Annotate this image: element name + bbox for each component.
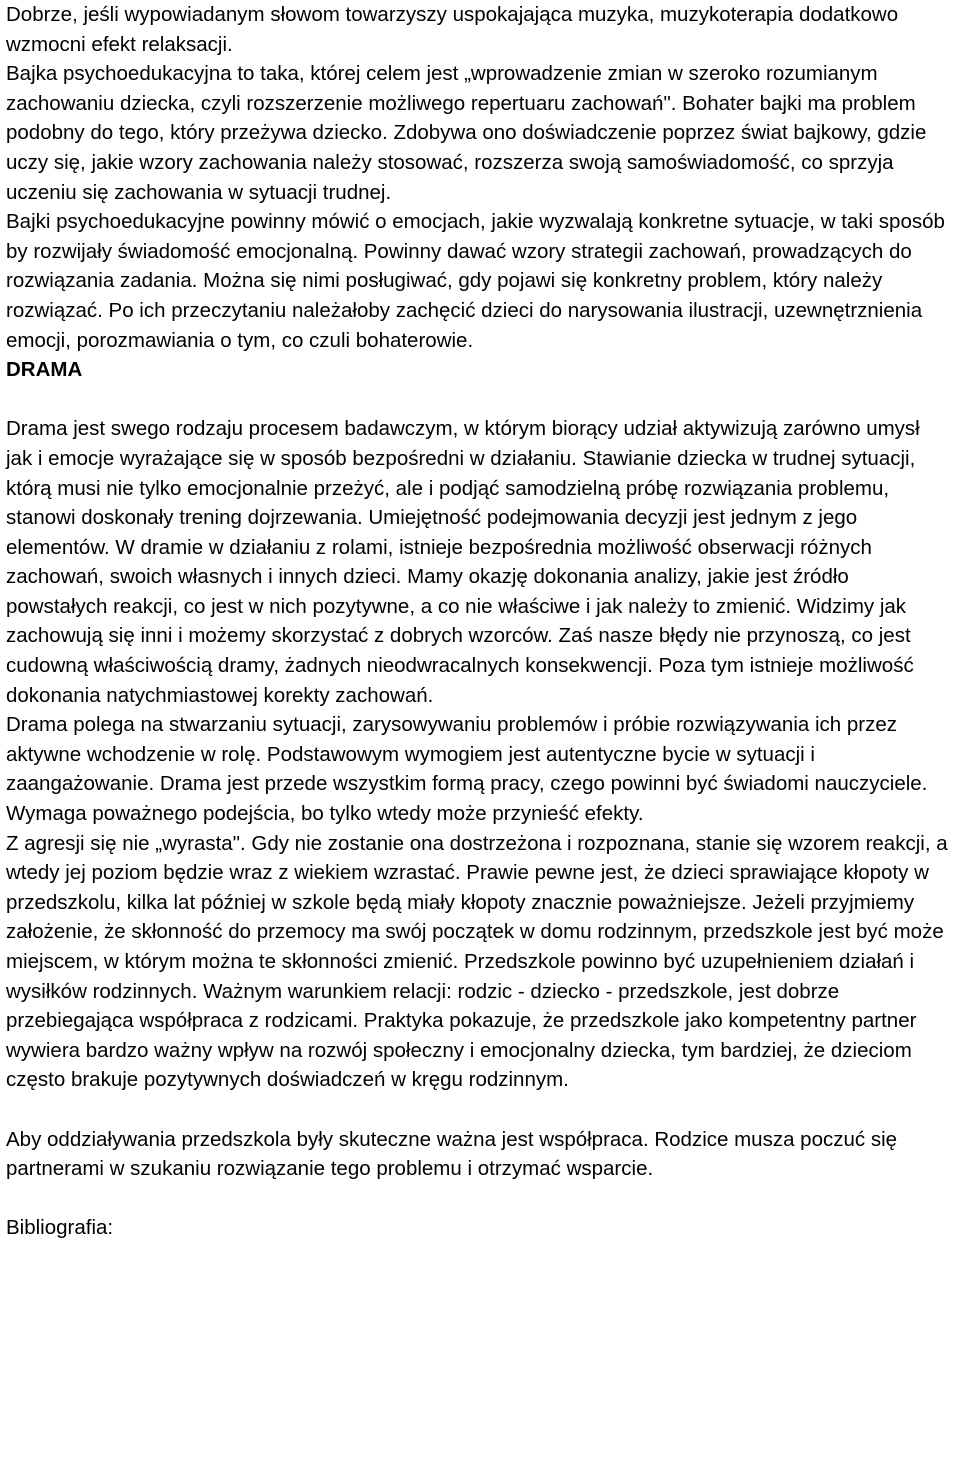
paragraph-drama-process: Drama jest swego rodzaju procesem badawczym, w którym biorący udział aktywizują zarówno umysł jak i emocje wyrażające się w sposób bezpośredni w działaniu. Stawianie dziecka w trudnej sytuacji, którą musi nie tylko emocjonalnie przeżyć, ale i podjąć samodzielną próbę rozwiązania problemu, stanowi doskonały trening dojrzewania. Umiejętność podejmowania decyzji jest jednym z jego elementów. W dramie w działaniu z rolami, istnieje bezpośrednia możliwość obserwacji różnych zachowań, swoich własnych i innych dzieci. Mamy okazję dokonania analizy, jakie jest źródło powstałych reakcji, co jest w nich pozytywne, a co nie właściwe i jak należy to zmienić. Widzimy jak zachowują się inni i możemy skorzystać z dobrych wzorców. Zaś nasze błędy nie przynoszą, co jest cudowną właściwością dramy, żadnych nieodwracalnych konsekwencji. Poza tym istnieje możliwość dokonania natychmiastowej korekty zachowań. xyxy=(6,417,920,707)
paragraph-tale-emotions: Bajki psychoedukacyjne powinny mówić o emocjach, jakie wyzwalają konkretne sytuacje, w taki sposób by rozwijały świadomość emocjonalną. Powinny dawać wzory strategii zachowań, prowadzących do rozwiązania zadania. Można się nimi posługiwać, gdy pojawi się konkretny problem, który należy rozwiązać. Po ich przeczytaniu należałoby zachęcić dzieci do narysowania ilustracji, uzewnętrznienia emocji, porozmawiania o tym, co czuli bohaterowie. xyxy=(6,210,945,352)
spacer xyxy=(6,1095,950,1125)
paragraph-drama-situations: Drama polega na stwarzaniu sytuacji, zarysowywaniu problemów i próbie rozwiązywania ich przez aktywne wchodzenie w rolę. Podstawowym wymogiem jest autentyczne bycie w sytuacji i zaangażowanie. Drama jest przede wszystkim formą pracy, czego powinni być świadomi nauczyciele. Wymaga poważnego podejścia, bo tylko wtedy może przynieść efekty. xyxy=(6,713,928,826)
bibliography-heading: Bibliografia: xyxy=(6,1216,114,1240)
section-heading-drama: DRAMA xyxy=(6,358,83,382)
paragraph-cooperation: Aby oddziaływania przedszkola były skuteczne ważna jest współpraca. Rodzice musza poczuć się partnerami w szukaniu rozwiązanie tego problemu i otrzymać wsparcie. xyxy=(6,1127,898,1181)
paragraph-aggression: Z agresji się nie „wyrasta". Gdy nie zostanie ona dostrzeżona i rozpoznana, stanie się wzorem reakcji, a wtedy jej poziom będzie wraz z wiekiem wzrastać. Prawie pewne jest, że dzieci sprawiające kłopoty w przedszkolu, kilka lat później w szkole będą miały kłopoty znacznie poważniejsze. Jeżeli przyjmiemy założenie, że skłonność do przemocy ma swój początek w domu rodzinnym, przedszkole jest być może miejscem, w którym można te skłonności zmienić. Przedszkole powinno być uzupełnieniem działań i wysiłków rodzinnych. Ważnym warunkiem relacji: rodzic - dziecko - przedszkole, jest dobrze przebiegająca współpraca z rodzicami. Praktyka pokazuje, że przedszkole jako kompetentny partner wywiera bardzo ważny wpływ na rozwój społeczny i emocjonalny dziecka, tym bardziej, że dzieciom często brakuje pozytywnych doświadczeń w kręgu rodzinnym. xyxy=(6,831,948,1092)
paragraph-music-therapy: Dobrze, jeśli wypowiadanym słowom towarzyszy uspokajająca muzyka, muzykoterapia dodatkowo wzmocni efekt relaksacji. xyxy=(6,3,899,56)
spacer xyxy=(6,385,950,415)
spacer xyxy=(6,1184,950,1214)
paragraph-psychoeducational-tale: Bajka psychoedukacyjna to taka, której celem jest „wprowadzenie zmian w szeroko rozumianym zachowaniu dziecka, czyli rozszerzenie możliwego repertuaru zachowań". Bohater bajki ma problem podobny do tego, który przeżywa dziecko. Zdobywa ono doświadczenie poprzez świat bajkowy, gdzie uczy się, jakie wzory zachowania należy stosować, rozszerza swoją samoświadomość, co sprzyja uczeniu się zachowania w sytuacji trudnej. xyxy=(6,62,927,204)
